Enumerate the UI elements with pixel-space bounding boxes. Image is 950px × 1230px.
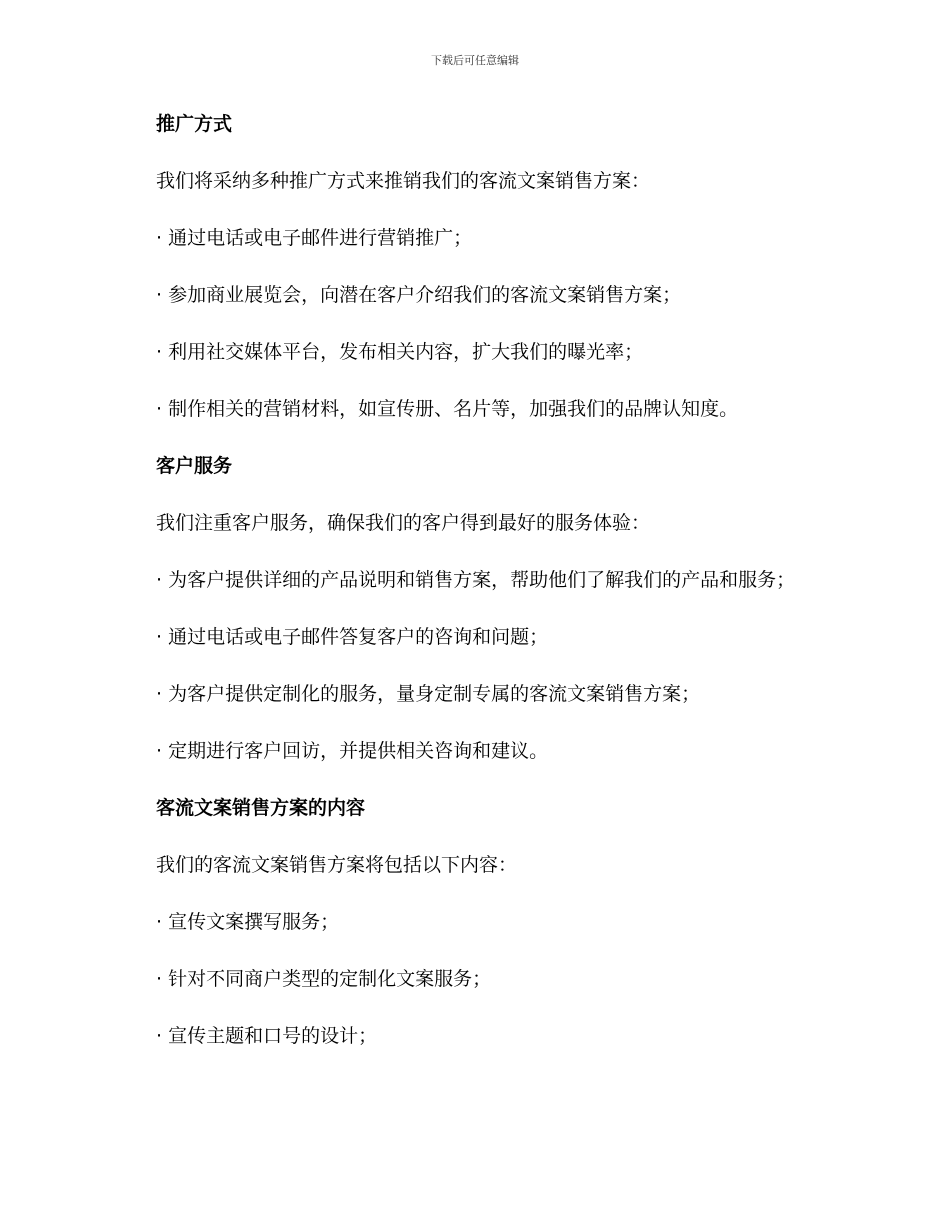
page-header-note: 下载后可任意编辑 [431,54,519,67]
bullet-item: · 参加商业展览会，向潜在客户介绍我们的客流文案销售方案； [156,284,682,306]
section-promotion [112,110,828,423]
bullet-item: · 针对不同商户类型的定制化文案服务； [156,968,492,990]
section-heading: 客户服务 [156,455,233,477]
section-customer-service [112,452,828,765]
section-heading: 客流文案销售方案的内容 [156,797,366,819]
bullet-item: · 定期进行客户回访，并提供相关咨询和建议。 [156,740,549,762]
bullet-item: · 通过电话或电子邮件进行营销推广； [156,227,473,249]
bullet-item: · 制作相关的营销材料，如宣传册、名片等，加强我们的品牌认知度。 [156,398,739,420]
section-intro: 我们的客流文案销售方案将包括以下内容： [156,854,518,876]
document-body [112,110,828,1079]
section-plan-content [112,794,828,1050]
bullet-item: · 宣传主题和口号的设计； [156,1025,378,1047]
section-heading: 推广方式 [156,113,233,135]
bullet-item: · 为客户提供定制化的服务，量身定制专属的客流文案销售方案； [156,683,701,705]
bullet-item: · 利用社交媒体平台，发布相关内容，扩大我们的曝光率； [156,341,644,363]
bullet-item: · 宣传文案撰写服务； [156,911,340,933]
bullet-item: · 为客户提供详细的产品说明和销售方案，帮助他们了解我们的产品和服务； [156,569,796,591]
section-intro: 我们将采纳多种推广方式来推销我们的客流文案销售方案： [156,170,651,192]
bullet-item: · 通过电话或电子邮件答复客户的咨询和问题； [156,626,549,648]
section-intro: 我们注重客户服务，确保我们的客户得到最好的服务体验： [156,512,651,534]
